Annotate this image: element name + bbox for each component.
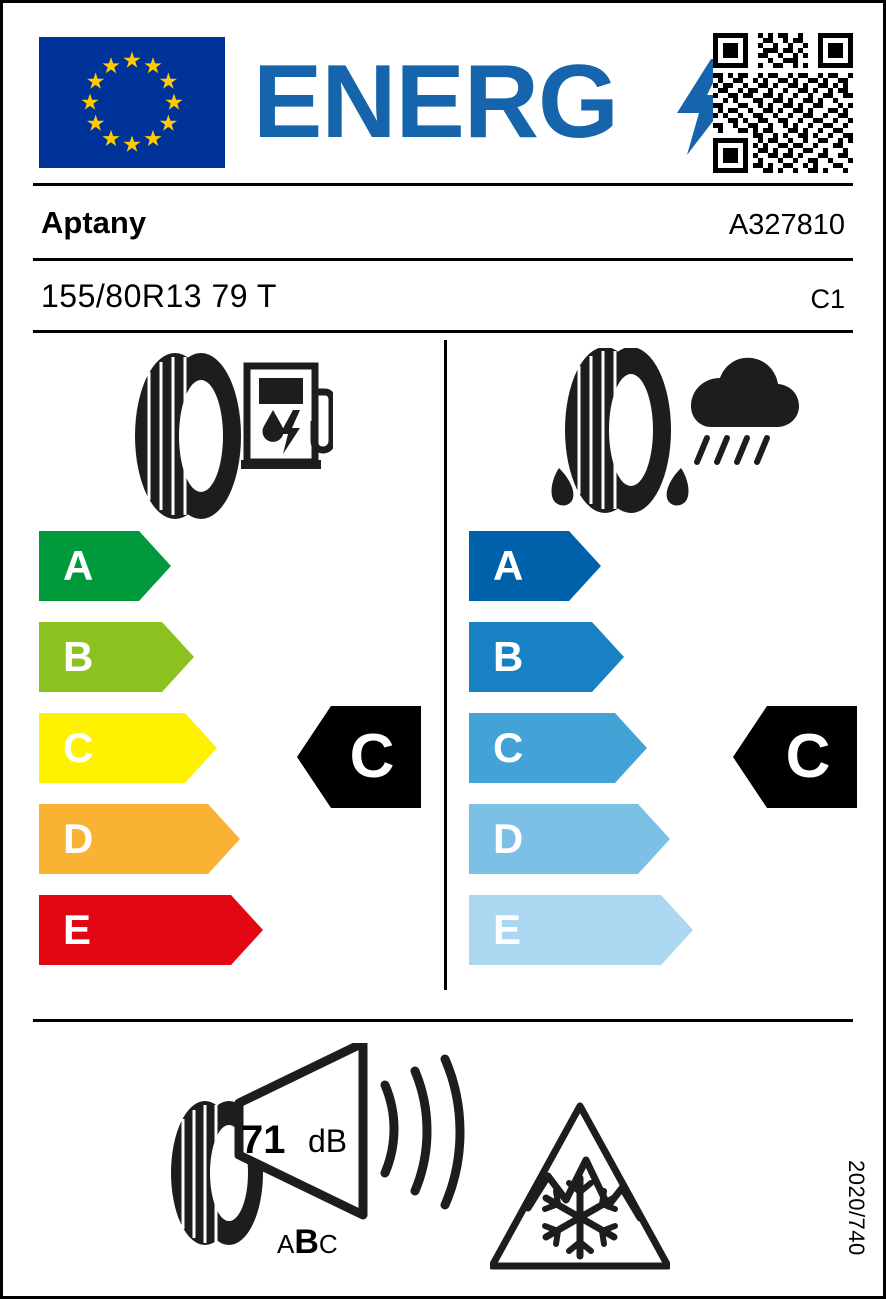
wet-grade-b-letter: B <box>493 633 524 680</box>
tyre-icon <box>565 348 671 513</box>
noise-unit: dB <box>308 1123 348 1159</box>
wet-grade-e-letter: E <box>493 906 522 953</box>
wet-grade-d-letter: D <box>493 815 524 862</box>
model-code: A327810 <box>728 209 845 241</box>
divider-top <box>33 183 853 186</box>
fuel-efficiency-result <box>297 706 421 808</box>
tyre-class: C1 <box>810 284 845 314</box>
fuel-efficiency-pictogram <box>123 348 333 523</box>
tyre-icon <box>135 353 241 519</box>
noise-class-b: B <box>294 1223 319 1261</box>
column-divider <box>444 340 447 990</box>
energy-wordmark: ENERG <box>253 44 618 160</box>
qr-code-icon <box>713 33 853 173</box>
wet-grip-result <box>733 706 857 808</box>
wet-grip-pictogram <box>531 348 799 523</box>
divider-noise <box>33 1019 853 1022</box>
fuel-pump-icon <box>241 366 332 469</box>
divider-size <box>33 330 853 333</box>
brand-name: Aptany <box>41 205 147 240</box>
eu-flag-icon <box>39 37 225 168</box>
fuel-efficiency-result-letter: C <box>349 722 395 791</box>
label-header <box>39 33 853 173</box>
noise-value: 71 <box>241 1118 286 1162</box>
snowflake-icon <box>545 1178 615 1256</box>
fuel-grade-c-letter: C <box>63 724 94 771</box>
fuel-grade-b-letter: B <box>63 633 94 680</box>
sound-waves-icon <box>385 1059 460 1205</box>
fuel-grade-a-letter: A <box>63 542 94 589</box>
wet-grip-result-letter: C <box>785 722 831 791</box>
tyre-size: 155/80R13 79 T <box>41 278 277 314</box>
noise-class-scale <box>277 1225 338 1261</box>
fuel-grade-d-letter: D <box>63 815 94 862</box>
divider-brand <box>33 258 853 261</box>
rain-cloud-icon <box>691 358 799 462</box>
noise-class-c: C <box>318 1229 338 1259</box>
snow-grip-pictogram <box>490 1100 670 1272</box>
wet-grade-a-letter: A <box>493 542 524 589</box>
regulation-reference: 2020/740 <box>844 1160 869 1256</box>
noise-class-a: A <box>277 1229 295 1259</box>
fuel-grade-e-letter: E <box>63 906 92 953</box>
wet-grade-c-letter: C <box>493 724 524 771</box>
